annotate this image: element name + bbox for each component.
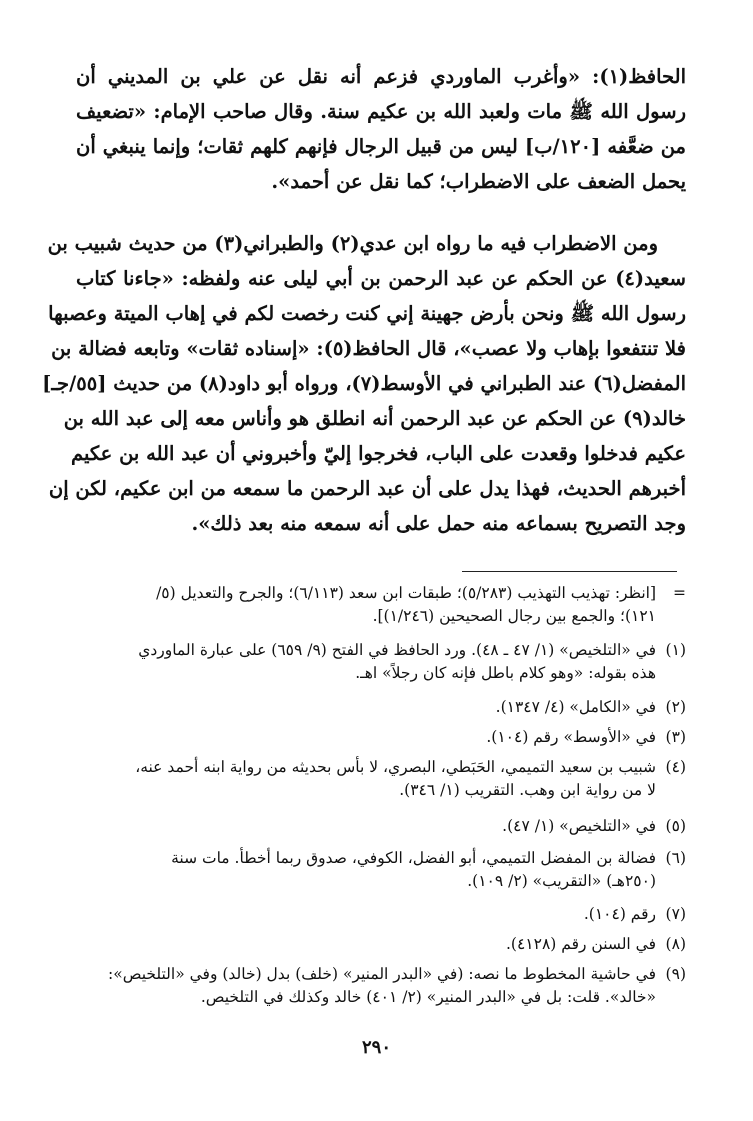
body-line: وجد التصريح بسماعه منه حمل على أنه سمعه منه بعد ذلك». [191, 512, 686, 535]
footnote-3 [76, 726, 686, 749]
footnote-text: في «التلخيص» (١/ ٤٧). [502, 817, 656, 835]
footnote-number: (٥) [665, 817, 686, 835]
footnote-separator [462, 571, 677, 572]
body-line: عكيم فدخلوا وقعدت على الباب، فخرجوا إليّ وأخبروني أن عبد الله بن عكيم [71, 442, 686, 465]
footnote-5 [76, 815, 686, 838]
body-line: فلا تنتفعوا بإهاب ولا عصب»، قال الحافظ(٥): «إسناده ثقات» وتابعه فضالة بن [51, 337, 686, 360]
footnote-text: (٢٥٠هـ) «التقريب» (٢/ ١٠٩). [467, 872, 656, 890]
footnote-9 [76, 963, 686, 1009]
footnote-number: (١) [665, 641, 686, 659]
footnote-number: (٧) [665, 905, 686, 923]
footnote-text: في «الأوسط» رقم (١٠٤). [486, 728, 656, 746]
footnote-text: ١٢١)؛ والجمع بين رجال الصحيحين (١/٢٤٦)]. [372, 607, 656, 625]
footnote-text: في السنن رقم (٤١٢٨). [506, 935, 656, 953]
footnote-number: (٨) [665, 935, 686, 953]
page-number: ٢٩٠ [361, 1037, 391, 1058]
footnote-text: هذه بقوله: «وهو كلام باطل فإنه كان رجلاً» اهـ. [355, 664, 656, 682]
footnote-number: (٤) [665, 758, 686, 776]
footnote-text: فضالة بن المفضل التميمي، أبو الفضل، الكوفي، صدوق ربما أخطأ. مات سنة [171, 849, 656, 867]
footnote-text: في «الكامل» (٤/ ١٣٤٧). [495, 698, 656, 716]
body-line: يحمل الضعف على الاضطراب؛ كما نقل عن أحمد». [271, 170, 686, 193]
body-line: رسول الله ﷺ ونحن بأرض جهينة إني كنت رخصت لكم في إهاب الميتة وعصبها [48, 302, 686, 325]
footnote-4 [76, 756, 686, 802]
footnote-number: (٢) [665, 698, 686, 716]
body-line: ومن الاضطراب فيه ما رواه ابن عدي(٢) والطبراني(٣) من حديث شبيب بن [47, 232, 658, 255]
body-line: رسول الله ﷺ مات ولعبد الله بن عكيم سنة. وقال صاحب الإمام: «تضعيف [76, 100, 686, 123]
body-line: المفضل(٦) عند الطبراني في الأوسط(٧)، ورواه أبو داود(٨) من حديث [٥٥/جـ] [42, 372, 686, 395]
continuation-mark: = [673, 584, 686, 602]
body-line: من ضعَّفه [١٢٠/ب] ليس من قبيل الرجال فإنهم كلهم ثقات؛ وإنما ينبغي أن [76, 135, 686, 158]
footnote-text: شبيب بن سعيد التميمي، الحَبَطي، البصري، لا بأس بحديثه من رواية ابنه أحمد عنه، [135, 758, 656, 776]
footnote-7 [76, 903, 686, 926]
footnote-6 [76, 847, 686, 893]
footnote-1 [76, 639, 686, 685]
body-line: سعيد(٤) عن الحكم عن عبد الرحمن بن أبي ليلى عنه ولفظه: «جاءنا كتاب [76, 267, 686, 290]
footnote-text: «خالد». قلت: بل في «البدر المنير» (٢/ ٤٠١) خالد وكذلك في التلخيص. [200, 988, 656, 1006]
body-line: خالد(٩) عن الحكم عن عبد الرحمن أنه انطلق هو وأناس معه إلى عبد الله بن [63, 407, 686, 430]
footnote-number: (٦) [665, 849, 686, 867]
footnote-continued [76, 582, 686, 628]
footnote-number: (٣) [665, 728, 686, 746]
footnote-text: في «التلخيص» (١/ ٤٧ ـ ٤٨). ورد الحافظ في الفتح (٩/ ٦٥٩) على عبارة الماوردي [138, 641, 656, 659]
footnote-8 [76, 933, 686, 956]
footnote-number: (٩) [665, 965, 686, 983]
footnote-text: في حاشية المخطوط ما نصه: (في «البدر المنير» (خلف) بدل (خالد) وفي «التلخيص»: [108, 965, 656, 983]
footnote-text: رقم (١٠٤). [583, 905, 656, 923]
footnote-text: [انظر: تهذيب التهذيب (٥/٢٨٣)؛ طبقات ابن سعد (٦/١١٣)؛ والجرح والتعديل (٥/ [156, 584, 656, 602]
footnote-2 [76, 696, 686, 719]
body-line: أخبرهم الحديث، فهذا يدل على أن عبد الرحمن ما سمعه من ابن عكيم، لكن إن [48, 477, 686, 500]
body-line: الحافظ(١): «وأغرب الماوردي فزعم أنه نقل عن علي بن المديني أن [76, 65, 686, 88]
footnote-text: لا من رواية ابن وهب. التقريب (١/ ٣٤٦). [399, 781, 656, 799]
